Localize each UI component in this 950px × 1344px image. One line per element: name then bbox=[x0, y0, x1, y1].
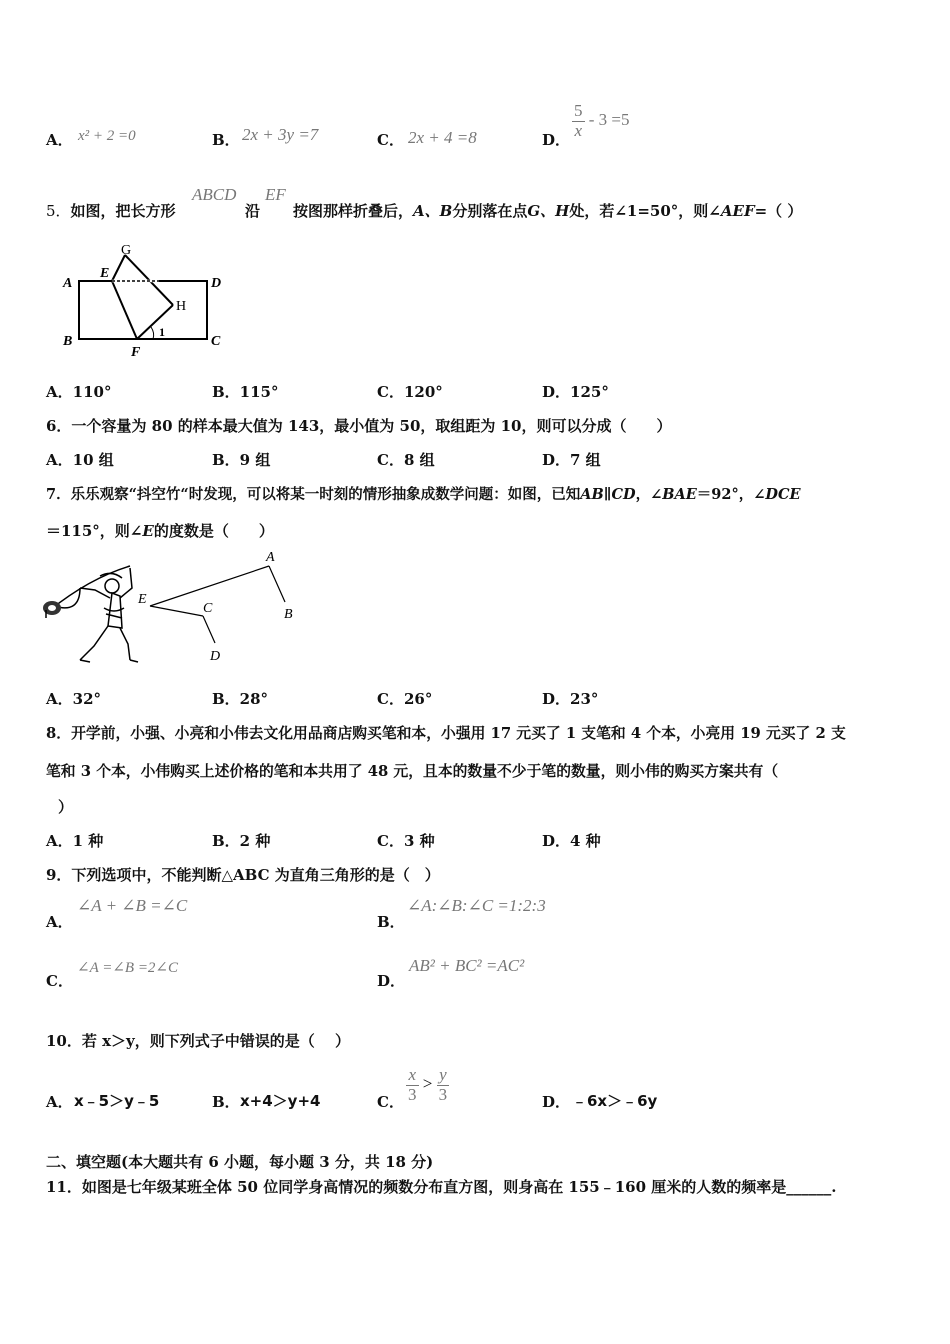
q8-option-b: B．2 种 bbox=[212, 832, 271, 850]
q5-fold-ef bbox=[112, 281, 137, 339]
q9-option-a-expr: ∠A + ∠B =∠C bbox=[77, 896, 188, 915]
q6-stem: 6．一个容量为 80 的样本最大值为 143，最小值为 50，取组距为 10，则可以分成（ ） bbox=[46, 417, 672, 435]
q9-option-c-label: C． bbox=[46, 972, 73, 990]
q10-option-c-label: C． bbox=[377, 1093, 404, 1111]
q5-label-f: F bbox=[131, 345, 141, 360]
q8-stem-line1: 8．开学前，小强、小亮和小伟去文化用品商店购买笔和本，小强用 17 元买了 1 支笔和 4 个本，小亮用 19 元买了 2 支 bbox=[46, 725, 846, 742]
q6-option-c: C．8 组 bbox=[377, 451, 435, 469]
q10-option-d-label: D． bbox=[542, 1093, 571, 1111]
q5-label-angle1: 1 bbox=[159, 325, 165, 339]
q7-figure bbox=[40, 548, 305, 673]
q7-option-a: A．32° bbox=[46, 690, 102, 708]
q7-label-d: D bbox=[210, 649, 221, 664]
q7-option-c: C．26° bbox=[377, 690, 433, 708]
q7-segment-ea bbox=[150, 566, 269, 606]
q8-stem-line3: ） bbox=[58, 798, 74, 816]
q4-option-d-label: D． bbox=[542, 131, 571, 149]
q5-figure bbox=[55, 235, 235, 360]
q4-option-d-expr: $\frac{5}{x}$ - 3 =5 bbox=[574, 101, 630, 140]
q10-option-b-label: B． bbox=[212, 1093, 240, 1111]
q7-option-b: B．28° bbox=[212, 690, 269, 708]
q5-angle-arc bbox=[151, 327, 154, 339]
q7-label-c: C bbox=[203, 601, 213, 616]
q9-option-d-label: D． bbox=[377, 972, 406, 990]
q7-label-e: E bbox=[138, 592, 147, 607]
q5-fold-line: EF bbox=[265, 185, 286, 204]
q8-stem-line2: 笔和 3 个本，小伟购买上述价格的笔和本共用了 48 元，且本的数量不少于笔的数量，则小伟的购买方案共有（ bbox=[46, 763, 779, 780]
q9-option-c-expr: ∠A =∠B =2∠C bbox=[77, 960, 179, 976]
q5-segment-hf bbox=[137, 305, 173, 339]
q5-option-b: B．115° bbox=[212, 383, 279, 401]
q7-segment-ec bbox=[150, 606, 203, 616]
q4-option-c-label: C． bbox=[377, 131, 404, 149]
q5-rect-name: ABCD bbox=[192, 185, 237, 204]
q6-option-d: D．7 组 bbox=[542, 451, 601, 469]
q9-option-a-label: A． bbox=[46, 913, 73, 931]
q4-option-a-expr: x² + 2 =0 bbox=[78, 128, 136, 144]
q5-number: 5．如图，把长方形 bbox=[46, 202, 176, 220]
q7-stem-line1: 7．乐乐观察“抖空竹“时发现，可以将某一时刻的情形抽象成数学问题：如图，已知AB∥CD，∠BAE＝92°，∠DCE bbox=[46, 486, 801, 503]
section-2-heading: 二、填空题(本大题共有 6 小题，每小题 3 分，共 18 分) bbox=[46, 1153, 434, 1171]
q9-stem: 9．下列选项中，不能判断△ABC 为直角三角形的是（ ） bbox=[46, 866, 440, 884]
q9-option-d-expr: AB² + BC² =AC² bbox=[409, 956, 525, 975]
q5-option-d: D．125° bbox=[542, 383, 609, 401]
q5-label-a: A bbox=[63, 276, 73, 291]
q5-segment-eg bbox=[112, 255, 125, 281]
q5-label-c: C bbox=[211, 334, 221, 349]
q9-option-b-label: B． bbox=[377, 913, 405, 931]
q7-stem-line2: ＝115°，则∠E的度数是（ ） bbox=[46, 522, 274, 540]
q10-option-a-expr: x﹣5＞y﹣5 bbox=[74, 1092, 160, 1110]
q5-label-g: G bbox=[121, 243, 132, 258]
q7-segment-ab bbox=[269, 566, 285, 602]
q7-label-a: A bbox=[266, 550, 275, 565]
q10-option-c-expr: $\frac{x}{3}$ > $\frac{y}{3}$ bbox=[408, 1065, 448, 1104]
q5-label-d: D bbox=[211, 276, 222, 291]
q5-stem-rest: 按图那样折叠后，A、B分别落在点G、H处，若∠1=50°，则∠AEF=（ ） bbox=[293, 202, 803, 220]
q8-option-c: C．3 种 bbox=[377, 832, 435, 850]
q5-option-a: A．110° bbox=[46, 383, 112, 401]
q4-option-b-expr: 2x + 3y =7 bbox=[242, 125, 319, 144]
q5-label-e: E bbox=[100, 266, 110, 281]
q5-option-c: C．120° bbox=[377, 383, 443, 401]
q5-label-b: B bbox=[63, 334, 73, 349]
q7-label-b: B bbox=[284, 607, 293, 622]
q10-stem: 10．若 x＞y，则下列式子中错误的是（ ） bbox=[46, 1032, 350, 1050]
q8-option-a: A．1 种 bbox=[46, 832, 104, 850]
q9-option-b-expr: ∠A:∠B:∠C =1:2:3 bbox=[407, 896, 546, 915]
q6-option-a: A．10 组 bbox=[46, 451, 114, 469]
q4-option-a-label: A． bbox=[46, 131, 73, 149]
q7-segment-cd bbox=[203, 616, 215, 643]
q5-label-h: H bbox=[176, 299, 187, 314]
q5-rectangle bbox=[79, 281, 207, 339]
q4-option-b-label: B． bbox=[212, 131, 240, 149]
q10-option-d-expr: ﹣6x＞﹣6y bbox=[572, 1092, 658, 1110]
q10-option-a-label: A． bbox=[46, 1093, 73, 1111]
q11-stem: 11．如图是七年级某班全体 50 位同学身高情况的频数分布直方图，则身高在 155﹣160 厘米的人数的频率是______. bbox=[46, 1178, 837, 1196]
q6-option-b: B．9 组 bbox=[212, 451, 271, 469]
q8-option-d: D．4 种 bbox=[542, 832, 601, 850]
q4-option-c-expr: 2x + 4 =8 bbox=[408, 128, 477, 147]
q7-person-illustration bbox=[50, 566, 138, 662]
q10-option-b-expr: x+4＞y+4 bbox=[240, 1092, 321, 1110]
q7-option-d: D．23° bbox=[542, 690, 599, 708]
q5-along: 沿 bbox=[245, 202, 261, 220]
